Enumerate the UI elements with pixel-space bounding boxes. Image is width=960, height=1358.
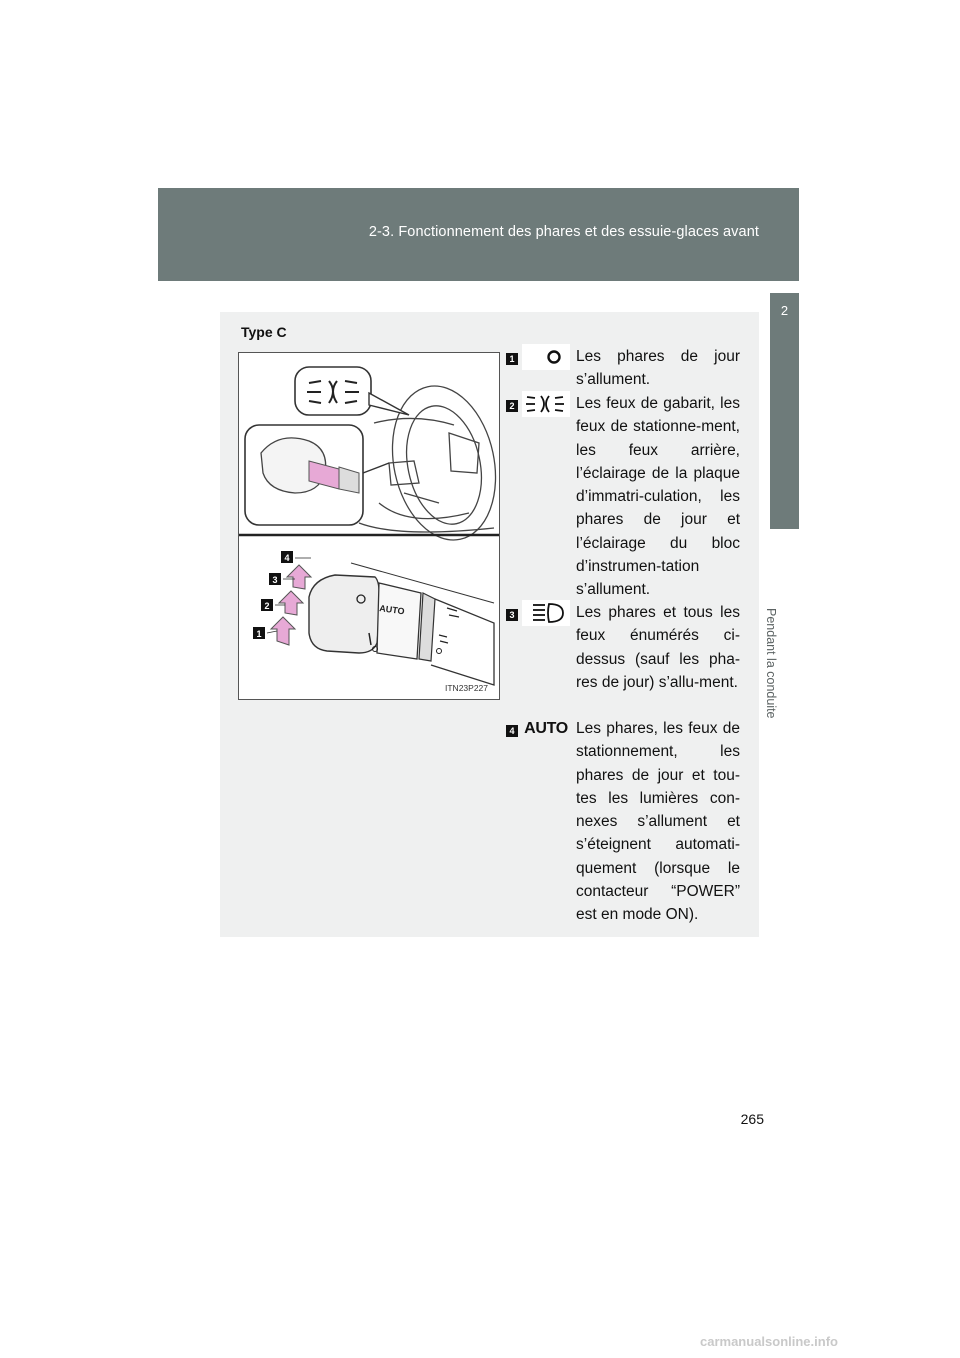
item-description: Les feux de gabarit, les feux de stationne-ment, les feux arrière, l’éclairage de la plaque d’immatri-culation, les phares de jour et l’éclairage du bloc d’instrumen-tation s’allument. (576, 395, 740, 599)
figure-auto-text: AUTO (378, 603, 406, 617)
chapter-label: Pendant la conduite (764, 608, 778, 719)
hand-on-lever-inset (245, 425, 389, 525)
auto-light-icon: AUTO (524, 720, 568, 737)
item-number-badge: 3 (506, 609, 518, 621)
chapter-tab (770, 293, 799, 529)
figure-callout-1: 1 (256, 629, 262, 639)
figure-code: ITN23P227 (445, 683, 488, 693)
daytime-running-light-icon (522, 344, 570, 370)
item-description: Les phares de jour s’allument. (576, 348, 740, 389)
item-description: Les phares et tous les feux énumérés ci-dessus (sauf les pha-res de jour) s’allu-ment. (576, 604, 740, 691)
item-number-badge: 1 (506, 353, 518, 365)
page-number: 265 (740, 1111, 764, 1127)
item-description: Les phares, les feux de stationnement, les phares de jour et tou-tes les lumières con-nexes s’allument et s’éteignent automati-quement (lorsque le contacteur “POWER” est en mode ON). (576, 720, 740, 924)
headlight-icon (522, 600, 570, 626)
lever-switch-detail (309, 563, 494, 685)
switch-position-callout (295, 367, 409, 415)
chapter-number: 2 (780, 303, 789, 318)
content-panel (220, 312, 759, 937)
parking-light-icon (522, 391, 570, 417)
light-switch-illustration (238, 352, 500, 700)
item-number-badge: 4 (506, 725, 518, 737)
item-number-badge: 2 (506, 400, 518, 412)
watermark: carmanualsonline.info (700, 1334, 838, 1349)
type-label: Type C (241, 324, 287, 340)
section-title: 2-3. Fonctionnement des phares et des essuie-glaces avant (368, 224, 759, 240)
figure-callout-3: 3 (272, 575, 278, 585)
figure-callout-4: 4 (284, 553, 290, 563)
figure-callout-2: 2 (264, 601, 270, 611)
section-header (158, 188, 799, 281)
